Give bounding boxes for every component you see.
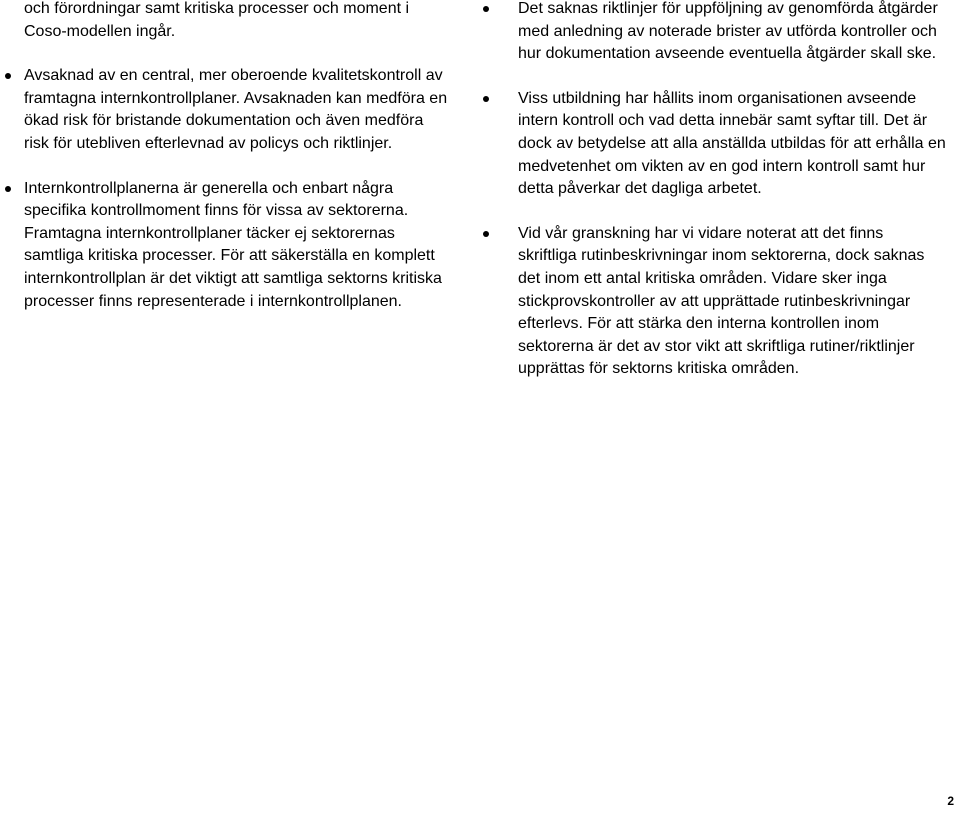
intro-paragraph: [24, 0, 472, 43]
text-line: Vid vår granskning har vi vidare noterat att det finns: [518, 224, 884, 242]
text-line: specifika kontrollmoment finns för vissa av sektorerna.: [24, 202, 409, 220]
bullet-icon: [5, 73, 11, 79]
text-line: Viss utbildning har hållits inom organisationen avseende: [518, 89, 917, 107]
page-number: 2: [947, 794, 954, 808]
text-line: stickprovskontroller av att upprättade rutinbeskrivningar: [518, 292, 911, 310]
text-line: samtliga kritiska processer. För att säkerställa en komplett: [24, 247, 435, 265]
text-line: Framtagna internkontrollplaner täcker ej sektorernas: [24, 224, 395, 242]
bullet-item-follow-up-guidelines: [488, 0, 954, 66]
text-line: Avsaknad av en central, mer oberoende kvalitetskontroll av: [24, 67, 443, 85]
bullet-icon: [483, 6, 489, 12]
text-line: ökad risk för bristande dokumentation och även medföra: [24, 112, 424, 130]
bullet-item-quality-control: [24, 65, 472, 155]
bullet-icon: [5, 186, 11, 192]
bullet-icon: [483, 96, 489, 102]
text-line: medvetenhet om vikten av en god intern kontroll samt hur: [518, 157, 926, 175]
text-line: processer finns representerade i internkontrollplanen.: [24, 292, 402, 310]
text-line: med anledning av noterade brister av utförda kontroller och: [518, 22, 937, 40]
intro-line: Coso-modellen ingår.: [24, 22, 176, 40]
text-line: Internkontrollplanerna är generella och enbart några: [24, 179, 394, 197]
text-line: sektorerna är det av stor vikt att skriftliga rutiner/riktlinjer: [518, 337, 915, 355]
text-line: dock av betydelse att alla anställda utbildas för att erhålla en: [518, 134, 946, 152]
right-column: [488, 0, 954, 381]
text-line: skriftliga rutinbeskrivningar inom sektorerna, dock saknas: [518, 247, 925, 265]
bullet-icon: [483, 231, 489, 237]
bullet-item-training: [488, 88, 954, 201]
text-line: efterlevs. För att stärka den interna kontrollen inom: [518, 315, 880, 333]
text-line: hur dokumentation avseende eventuella åtgärder skall ske.: [518, 45, 937, 63]
left-column: [24, 0, 472, 313]
bullet-item-internal-control-plans: [24, 178, 472, 314]
text-line: detta påverkar det dagliga arbetet.: [518, 180, 762, 198]
text-line: det inom ett antal kritiska områden. Vidare sker inga: [518, 269, 887, 287]
text-line: intern kontroll och vad detta innebär samt syftar till. Det är: [518, 112, 928, 130]
text-line: risk för utebliven efterlevnad av policys och riktlinjer.: [24, 134, 393, 152]
text-line: upprättas för sektorns kritiska områden.: [518, 360, 800, 378]
text-line: internkontrollplan är det viktigt att samtliga sektorns kritiska: [24, 269, 442, 287]
bullet-item-routine-descriptions: [488, 223, 954, 381]
intro-line: och förordningar samt kritiska processer och moment i: [24, 0, 410, 17]
text-line: framtagna internkontrollplaner. Avsaknaden kan medföra en: [24, 89, 448, 107]
text-line: Det saknas riktlinjer för uppföljning av genomförda åtgärder: [518, 0, 938, 17]
